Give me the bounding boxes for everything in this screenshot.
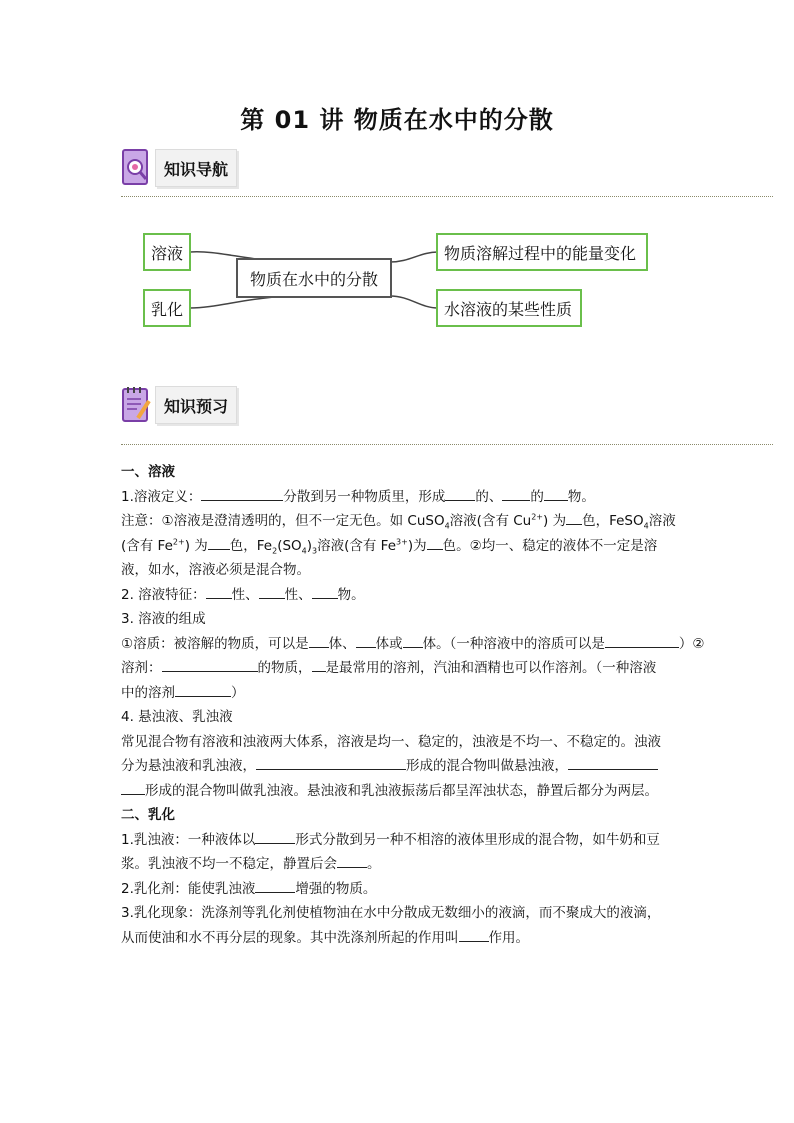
text: 的、 — [475, 488, 503, 505]
subscript: 4 — [643, 521, 649, 531]
mindmap-node-solution: 溶液 — [143, 233, 191, 271]
text: 溶液(含有 Fe — [317, 537, 397, 554]
paragraph — [121, 730, 775, 804]
section-label: 知识导航 — [155, 149, 237, 187]
blank[interactable] — [255, 877, 295, 893]
text: 物。 — [567, 488, 595, 505]
blank[interactable] — [566, 509, 582, 525]
text: (含有 Fe — [121, 537, 173, 554]
text: 作用。 — [488, 929, 529, 946]
text: 注意：①溶液是澄清透明的，但不一定无色。如 CuSO — [121, 513, 445, 529]
blank[interactable] — [568, 754, 658, 770]
subscript: 4 — [301, 546, 307, 556]
paragraph — [121, 632, 775, 706]
text: 浆。乳浊液不均一不稳定，静置后会 — [121, 856, 337, 872]
page-title: 第 01 讲 物质在水中的分散 — [240, 106, 554, 134]
blank[interactable] — [201, 485, 283, 501]
blank[interactable] — [175, 681, 231, 697]
blank[interactable] — [445, 485, 475, 501]
blank[interactable] — [427, 534, 443, 550]
blank[interactable] — [206, 583, 232, 599]
blank[interactable] — [121, 779, 145, 795]
mindmap-connectors — [0, 0, 794, 400]
text: 体、 — [328, 635, 356, 652]
section-label: 知识预习 — [155, 386, 237, 424]
text: ）② — [678, 635, 705, 652]
text: 色，FeSO — [582, 513, 644, 529]
paragraph: 4. 悬浊液、乳浊液 — [121, 709, 233, 725]
text: )为 — [407, 537, 427, 554]
text: 溶液 — [648, 513, 676, 529]
paragraph — [121, 583, 775, 608]
notepad-pencil-icon — [121, 385, 151, 425]
text: 3.乳化现象：洗涤剂等乳化剂使植物油在水中分散成无数细小的液滴，而不聚成大的液滴， — [121, 905, 661, 921]
blank[interactable] — [208, 534, 230, 550]
blank[interactable] — [605, 632, 679, 648]
blank[interactable] — [544, 485, 568, 501]
subscript: 3 — [312, 546, 318, 556]
blank[interactable] — [356, 632, 376, 648]
text: 色，Fe — [229, 537, 273, 554]
text: 溶液(含有 Cu — [449, 513, 532, 529]
text: 的物质， — [257, 660, 312, 676]
text: 性、 — [231, 586, 259, 603]
text: 溶剂： — [121, 660, 162, 676]
text: 液，如水，溶液必须是混合物。 — [121, 562, 310, 578]
subscript: 4 — [444, 521, 450, 531]
blank[interactable] — [259, 583, 285, 599]
text: 1.乳浊液：一种液体以 — [121, 831, 256, 848]
section-header-preview — [121, 382, 237, 428]
heading-solution: 一、溶液 — [121, 464, 175, 480]
superscript: 2+ — [172, 537, 185, 546]
text: 常见混合物有溶液和浊液两大体系，溶液是均一、稳定的，浊液是不均一、不稳定的。浊液 — [121, 733, 661, 750]
paragraph — [121, 828, 775, 877]
text: 分为悬浊液和乳浊液， — [121, 758, 256, 774]
subscript: 2 — [272, 546, 278, 556]
blank[interactable] — [256, 754, 406, 770]
paragraph — [121, 901, 775, 950]
text: 物。 — [337, 586, 365, 603]
text: 从而使油和水不再分层的现象。其中洗涤剂所起的作用叫 — [121, 929, 459, 946]
text: ) 为 — [184, 537, 208, 554]
text: ) 为 — [543, 513, 567, 529]
text: 性、 — [284, 586, 312, 603]
divider — [121, 444, 773, 445]
mindmap-node-aqueous-properties: 水溶液的某些性质 — [436, 289, 582, 327]
text: 。 — [367, 856, 381, 872]
blank[interactable] — [459, 926, 489, 942]
heading-emulsification: 二、乳化 — [121, 807, 175, 823]
text: 2. 溶液特征： — [121, 586, 206, 603]
text: ①溶质：被溶解的物质，可以是 — [121, 635, 309, 652]
text: 形成的混合物叫做悬浊液， — [406, 758, 568, 774]
text: 体。（一种溶液中的溶质可以是 — [422, 635, 605, 652]
text: 增强的物质。 — [295, 880, 377, 897]
text: 色。②均一、稳定的液体不一定是溶 — [442, 537, 658, 554]
paragraph — [121, 509, 775, 583]
mindmap-node-energy-change: 物质溶解过程中的能量变化 — [436, 233, 648, 271]
blank[interactable] — [403, 632, 423, 648]
text: 形成的混合物叫做乳浊液。悬浊液和乳浊液振荡后都呈浑浊状态，静置后都分为两层。 — [145, 782, 658, 799]
text: 的 — [530, 488, 544, 505]
text: 形式分散到另一种不相溶的液体里形成的混合物，如牛奶和豆 — [295, 831, 660, 848]
paragraph: 3. 溶液的组成 — [121, 611, 206, 627]
superscript: 2+ — [531, 512, 544, 522]
text: ) — [306, 537, 313, 554]
paragraph — [121, 485, 775, 510]
blank[interactable] — [337, 852, 367, 868]
blank[interactable] — [312, 583, 338, 599]
preview-content — [121, 460, 775, 950]
text: 1.溶液定义： — [121, 488, 202, 505]
blank[interactable] — [312, 656, 326, 672]
text: (SO — [277, 537, 302, 554]
superscript: 3+ — [396, 537, 408, 546]
mindmap-node-emulsification: 乳化 — [143, 289, 191, 327]
text: 是最常用的溶剂，汽油和酒精也可以作溶剂。（一种溶液 — [325, 660, 657, 676]
blank[interactable] — [502, 485, 530, 501]
blank[interactable] — [255, 828, 295, 844]
text: ） — [231, 684, 245, 701]
text: 2.乳化剂：能使乳浊液 — [121, 880, 256, 897]
text: 体或 — [375, 635, 403, 652]
paragraph — [121, 877, 775, 902]
mindmap-center-node: 物质在水中的分散 — [236, 258, 392, 298]
text: 分散到另一种物质里，形成 — [283, 488, 446, 505]
blank[interactable] — [309, 632, 329, 648]
text: 中的溶剂 — [121, 684, 175, 701]
blank[interactable] — [162, 656, 258, 672]
